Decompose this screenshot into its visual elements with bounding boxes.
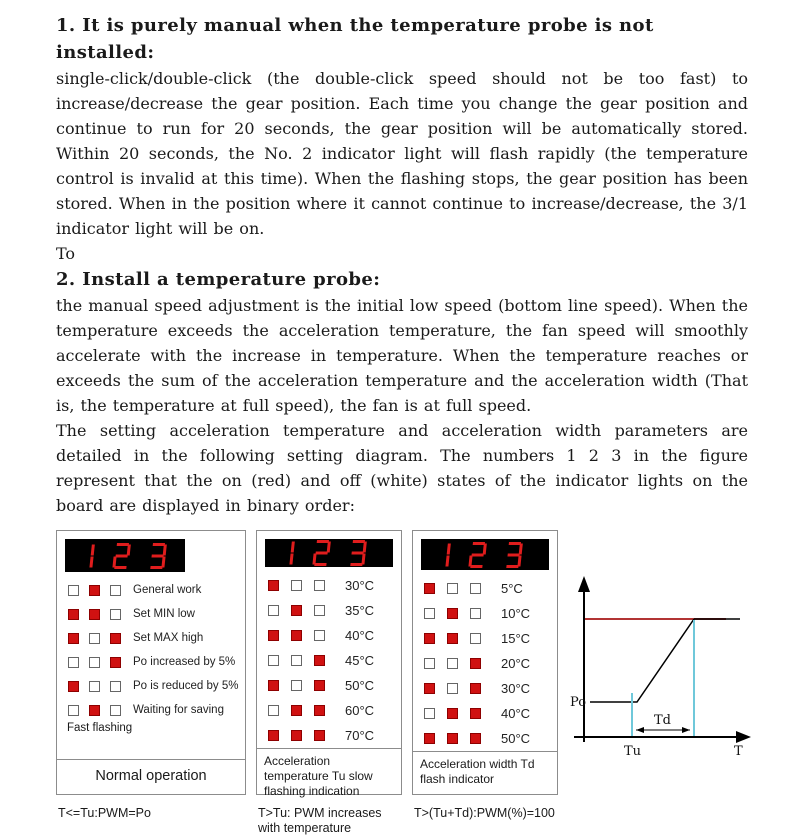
indicator-label: 50°C <box>501 731 531 746</box>
indicator-label: General work <box>133 584 202 596</box>
indicator-label: 70°C <box>345 728 375 743</box>
indicator-label: 45°C <box>345 653 375 668</box>
led-on-indicator <box>424 683 435 694</box>
section-2-body-2: The setting acceleration temperature and acceleration width parameters are detailed in the following setting diagram. The numbers 1 2 3 in the figure represent that the on (red) and off (white) states of the indicator lights on the board are displayed in binary order: <box>56 421 748 515</box>
led-off-indicator <box>268 605 279 616</box>
indicator-row <box>257 698 401 723</box>
indicator-row <box>257 573 401 598</box>
indicator-row <box>57 650 245 674</box>
indicator-row <box>57 698 245 722</box>
formula-acceleration-width: T>(Tu+Td):PWM(%)=100 <box>414 806 555 820</box>
indicator-label: 50°C <box>345 678 375 693</box>
led-off-indicator <box>470 633 481 644</box>
section-1-trailing: To <box>56 244 76 263</box>
led-on-indicator <box>314 705 325 716</box>
panel-footer: Acceleration temperature Tu slow flashing indication <box>257 748 401 806</box>
led-on-indicator <box>470 683 481 694</box>
t-label: T <box>734 744 743 759</box>
indicator-row <box>413 626 557 651</box>
led-on-indicator <box>314 730 325 741</box>
led-on-indicator <box>291 605 302 616</box>
led-off-indicator <box>110 609 121 620</box>
formula-acceleration-temperature: T>Tu: PWM increases with temperature <box>258 806 382 835</box>
td-label: Td <box>654 713 671 728</box>
led-on-indicator <box>268 680 279 691</box>
seven-segment-digits <box>425 541 535 569</box>
section-1-body: single-click/double-click (the double-click speed should not be too fast) to increase/decrease the gear position. Each time you change the gear position and continue to run for 20 seconds, the gear position will be automatically stored. Within 20 seconds, the No. 2 indicator light will flash rapidly (the temperature control is invalid at this time). When the flashing stops, the gear position has been stored. When in the position where it cannot continue to increase/decrease, the 3/1 indicator light will be on. <box>56 69 748 238</box>
led-on-indicator <box>68 681 79 692</box>
seven-segment-digits <box>69 542 179 570</box>
led-off-indicator <box>68 585 79 596</box>
led-off-indicator <box>268 705 279 716</box>
led-on-indicator <box>291 630 302 641</box>
indicator-label: 20°C <box>501 656 531 671</box>
led-on-indicator <box>447 608 458 619</box>
section-2-heading: 2. Install a temperature probe: <box>56 269 381 290</box>
led-on-indicator <box>291 705 302 716</box>
acceleration-temperature-column <box>256 530 402 836</box>
panel-footer: Acceleration width Td flash indicator <box>413 751 557 794</box>
led-on-indicator <box>314 655 325 666</box>
indicator-label: 30°C <box>345 578 375 593</box>
normal-operation-column <box>56 530 246 821</box>
led-off-indicator <box>110 681 121 692</box>
led-on-indicator <box>470 708 481 719</box>
led-on-indicator <box>110 657 121 668</box>
led-on-indicator <box>424 633 435 644</box>
led-off-indicator <box>424 658 435 669</box>
indicator-label: 40°C <box>345 628 375 643</box>
led-off-indicator <box>110 585 121 596</box>
graph-canvas <box>570 574 752 774</box>
led-on-indicator <box>89 705 100 716</box>
led-on-indicator <box>424 733 435 744</box>
indicator-row <box>257 673 401 698</box>
led-on-indicator <box>447 708 458 719</box>
led-on-indicator <box>89 585 100 596</box>
led-off-indicator <box>447 583 458 594</box>
indicator-label: Set MIN low <box>133 608 195 620</box>
led-on-indicator <box>470 658 481 669</box>
setting-diagram <box>56 530 748 836</box>
indicator-label: Po increased by 5% <box>133 656 236 668</box>
led-off-indicator <box>89 681 100 692</box>
indicator-label: 30°C <box>501 681 531 696</box>
indicator-label: 15°C <box>501 631 531 646</box>
led-on-indicator <box>424 583 435 594</box>
acceleration-width-panel <box>412 530 558 795</box>
indicator-row <box>57 602 245 626</box>
section-2-body: the manual speed adjustment is the initial low speed (bottom line speed). When the temperature exceeds the acceleration temperature, the fan speed will smoothly accelerate with the increase in temperature. When the temperature reaches or exceeds the sum of the acceleration temperature and the acceleration width (That is, the temperature at full speed), the fan is at full speed. <box>56 296 748 415</box>
led-off-indicator <box>68 705 79 716</box>
indicator-label: 10°C <box>501 606 531 621</box>
indicator-row <box>413 576 557 601</box>
led-display <box>421 539 549 570</box>
led-off-indicator <box>89 633 100 644</box>
led-off-indicator <box>68 657 79 668</box>
led-on-indicator <box>447 733 458 744</box>
led-on-indicator <box>68 633 79 644</box>
indicator-row <box>413 701 557 726</box>
td-span-arrow-left <box>636 727 644 733</box>
panel-footer: Normal operation <box>57 759 245 794</box>
indicator-row <box>257 623 401 648</box>
led-off-indicator <box>291 655 302 666</box>
led-off-indicator <box>314 605 325 616</box>
indicator-rows <box>413 576 557 751</box>
indicator-row <box>413 676 557 701</box>
x-axis-arrow <box>736 731 751 743</box>
led-display <box>65 539 185 572</box>
led-off-indicator <box>291 680 302 691</box>
led-off-indicator <box>424 708 435 719</box>
td-span-arrow-right <box>682 727 690 733</box>
indicator-label: Waiting for saving <box>133 704 224 716</box>
led-on-indicator <box>268 630 279 641</box>
led-on-indicator <box>291 730 302 741</box>
led-on-indicator <box>268 730 279 741</box>
indicator-row <box>57 674 245 698</box>
led-off-indicator <box>110 705 121 716</box>
led-on-indicator <box>110 633 121 644</box>
led-off-indicator <box>268 655 279 666</box>
indicator-row <box>413 601 557 626</box>
indicator-rows <box>57 578 245 722</box>
led-on-indicator <box>268 580 279 591</box>
indicator-label: 60°C <box>345 703 375 718</box>
indicator-row <box>413 651 557 676</box>
led-on-indicator <box>447 633 458 644</box>
led-on-indicator <box>89 609 100 620</box>
led-off-indicator <box>424 608 435 619</box>
indicator-row <box>413 726 557 751</box>
acceleration-temperature-panel <box>256 530 402 798</box>
led-on-indicator <box>314 680 325 691</box>
normal-operation-panel <box>56 530 246 795</box>
led-off-indicator <box>447 683 458 694</box>
indicator-label: Set MAX high <box>133 632 204 644</box>
indicator-row <box>257 598 401 623</box>
indicator-row <box>257 648 401 673</box>
po-label: Po <box>570 695 587 710</box>
led-off-indicator <box>89 657 100 668</box>
pwm-temperature-graph <box>570 574 752 778</box>
acceleration-width-column <box>412 530 558 821</box>
led-off-indicator <box>314 580 325 591</box>
led-off-indicator <box>291 580 302 591</box>
y-axis-arrow <box>578 576 590 592</box>
section-1-heading: 1. It is purely manual when the temperature probe is not installed: <box>56 15 654 63</box>
indicator-row <box>57 626 245 650</box>
instruction-text <box>56 12 748 518</box>
pwm-curve <box>590 619 694 702</box>
indicator-row <box>257 723 401 748</box>
fast-flashing-note: Fast flashing <box>67 722 133 734</box>
led-off-indicator <box>470 608 481 619</box>
tu-label: Tu <box>624 744 642 759</box>
led-display <box>265 539 393 567</box>
indicator-label: 5°C <box>501 581 523 596</box>
led-off-indicator <box>470 583 481 594</box>
seven-segment-digits <box>269 539 379 567</box>
led-off-indicator <box>314 630 325 641</box>
led-on-indicator <box>68 609 79 620</box>
indicator-rows <box>257 573 401 748</box>
indicator-label: Po is reduced by 5% <box>133 680 239 692</box>
indicator-label: 35°C <box>345 603 375 618</box>
led-on-indicator <box>470 733 481 744</box>
led-off-indicator <box>447 658 458 669</box>
indicator-label: 40°C <box>501 706 531 721</box>
formula-normal: T<=Tu:PWM=Po <box>58 806 151 820</box>
indicator-row <box>57 578 245 602</box>
